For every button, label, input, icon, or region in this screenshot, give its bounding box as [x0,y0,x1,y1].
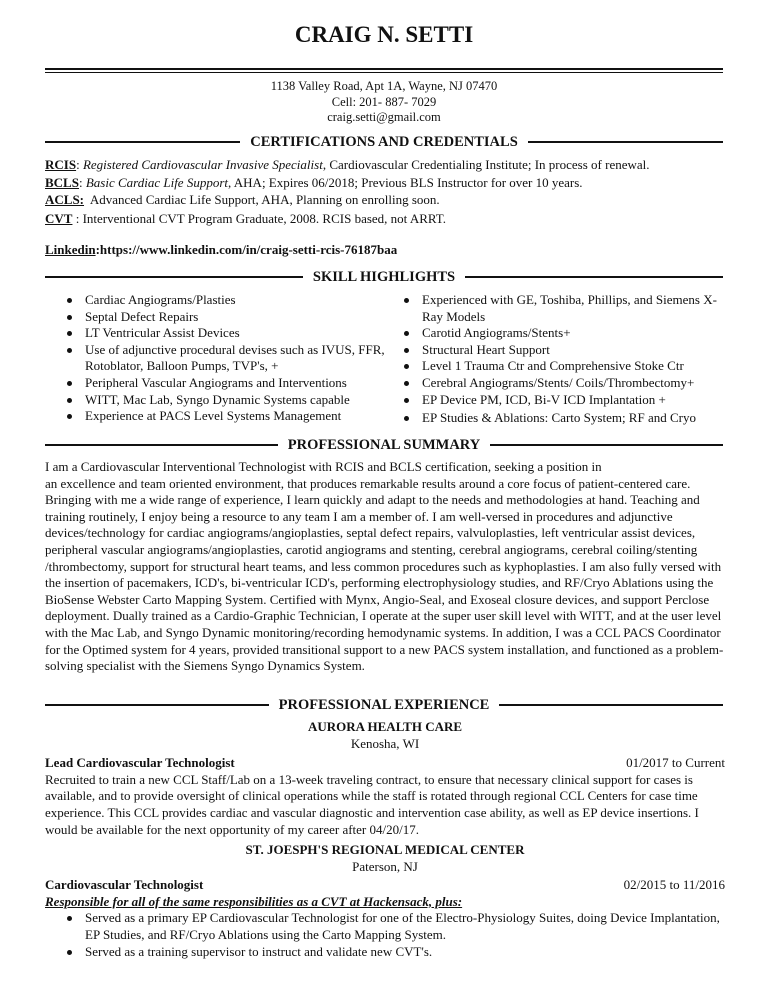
skills-left [45,292,390,425]
cert-bcls: BCLS: Basic Cardiac Life Support, AHA; Expires 06/2018; Previous BLS Instructor for over 10 years. [45,174,583,190]
skills-columns [45,292,725,427]
header-double-rule [45,68,723,73]
cert-acls: ACLS: Advanced Cardiac Life Support, AHA, Planning on enrolling soon. [45,192,440,208]
skill-item: Experienced with GE, Toshiba, Phillips, and Siemens X-Ray Models [422,292,725,325]
job-bullet: Served as a primary EP Cardiovascular Technologist for one of the Electro-Physiology Suites, doing Device Implantation, EP Studies, and RF/Cryo Ablations using the Carto Mapping System. [85,910,725,943]
job-bullets [45,910,725,960]
skill-item: Cardiac Angiograms/Plasties [85,292,390,309]
summary-paragraph [45,459,725,675]
skill-item: Cerebral Angiograms/Stents/ Coils/Thrombectomy+ [422,375,725,392]
skill-item: EP Studies & Ablations: Carto System; RF and Cryo [422,410,725,427]
section-heading-certifications [45,134,723,151]
job-location: Paterson, NJ [352,858,418,874]
job-aurora [45,719,725,838]
summary-body: an excellence and team oriented environment, that produces remarkable results around a core focus of patient-centered care. Bringing with me a wide range of experience, I learn quickly and adapt to the needs and methodologies at hand. Teaching and training routinely, I enjoy being a resource to any team I am a member of. I am well-versed in procedures and adjunctive devices/technology for cardiac angiograms/angioplasties, septal defect repairs, valvuloplasties, left ventricular assist devices, peripheral vascular angiograms/angioplasties, carotid angiograms and stenting, cerebral angiograms, cerebral coiling/stenting /thrombectomy, support for structural heart teams, and less common procedures such as kyphoplasties. I am also fully versed with the insertion of pacemakers, ICD's, bi-ventricular ICD's, performing electrophysiology studies, and RF/Cryo Ablations using the BioSense Webster Carto Mapping System. Certified with Mynx, Angio-Seal, and Exoseal closure devices, and support Perclose deployment. Dually trained as a Cardio-Graphic Technician, I operate at the super user skill level with WITT, and at the user level with the Mac Lab, and Syngo Dynamic monitoring/recording hemodynamic systems. In addition, I was a CCL PACS Coordinator for the Optimed system for 4 years, provided transitional support to a new PACS system installation, and functioned as a problem-solving specialist with the Siemens Syngo Dynamics System. [45,475,724,674]
skill-item: Structural Heart Support [422,342,725,359]
skill-item: WITT, Mac Lab, Syngo Dynamic Systems capable [85,392,390,409]
section-heading-skills [45,269,723,286]
linkedin-url[interactable]: :https://www.linkedin.com/in/craig-setti-rcis-76187baa [95,242,398,258]
skill-item: Carotid Angiograms/Stents+ [422,325,725,342]
linkedin[interactable]: Linkedin:https://www.linkedin.com/in/craig-setti-rcis-76187baa [45,242,398,258]
phone: Cell: 201- 887- 7029 [331,94,437,109]
skill-item: LT Ventricular Assist Devices [85,325,390,342]
skills-right [390,292,725,427]
job-dates: 01/2017 to Current [626,755,725,771]
section-heading-summary [45,437,723,454]
skill-item: Peripheral Vascular Angiograms and Interventions [85,375,390,392]
contact-info [0,79,768,126]
cert-rcis: RCIS: Registered Cardiovascular Invasive Specialist, Cardiovascular Credentialing Institute; In process of renewal. [45,157,650,172]
job-role: Cardiovascular Technologist [45,877,204,893]
skill-item: EP Device PM, ICD, Bi-V ICD Implantation + [422,392,725,409]
job-st-josephs [45,842,725,960]
summary-first-line: I am a Cardiovascular Interventional Technologist with RCIS and BCLS certification, seeking a position in [45,459,602,474]
certifications-list [45,157,725,260]
job-dates: 02/2015 to 11/2016 [623,877,725,893]
job-location: Kenosha, WI [350,735,420,751]
skill-item: Experience at PACS Level Systems Management [85,408,390,425]
skill-item: Septal Defect Repairs [85,309,390,326]
section-title: CERTIFICATIONS AND CREDENTIALS [250,134,518,150]
email: craig.setti@gmail.com [327,110,441,124]
candidate-name: CRAIG N. SETTI [294,22,474,47]
job-description: Recruited to train a new CCL Staff/Lab on a 13-week traveling contract, to ensure that necessary clinical support for cases is available, and to provide oversight of clinical operations while the staff is rotated through regional CCL Centers for case time experience. This CCL provides cardiac and vascular diagnostic and intervention case ability, as well as EP device insertions. I would be available for the next opportunity of my career after 04/20/17. [45,771,699,837]
address: 1138 Valley Road, Apt 1A, Wayne, NJ 07470 [270,79,498,93]
job-subheading: Responsible for all of the same responsibilities as a CVT at Hackensack, plus: [45,893,463,909]
employer: AURORA HEALTH CARE [307,719,463,734]
section-title: SKILL HIGHLIGHTS [312,269,456,285]
employer: ST. JOESPH'S REGIONAL MEDICAL CENTER [245,842,525,857]
job-role: Lead Cardiovascular Technologist [45,755,235,771]
job-bullet: Served as a training supervisor to instruct and validate new CVT's. [85,944,725,961]
section-title: PROFESSIONAL EXPERIENCE [278,697,490,713]
skill-item: Use of adjunctive procedural devises such as IVUS, FFR, Rotoblator, Balloon Pumps, TVP's, + [85,342,390,375]
skill-item: Level 1 Trauma Ctr and Comprehensive Stoke Ctr [422,358,725,375]
section-heading-experience [45,697,723,714]
cert-cvt: CVT : Interventional CVT Program Graduate, 2008. RCIS based, not ARRT. [45,210,446,226]
section-title: PROFESSIONAL SUMMARY [287,437,481,453]
